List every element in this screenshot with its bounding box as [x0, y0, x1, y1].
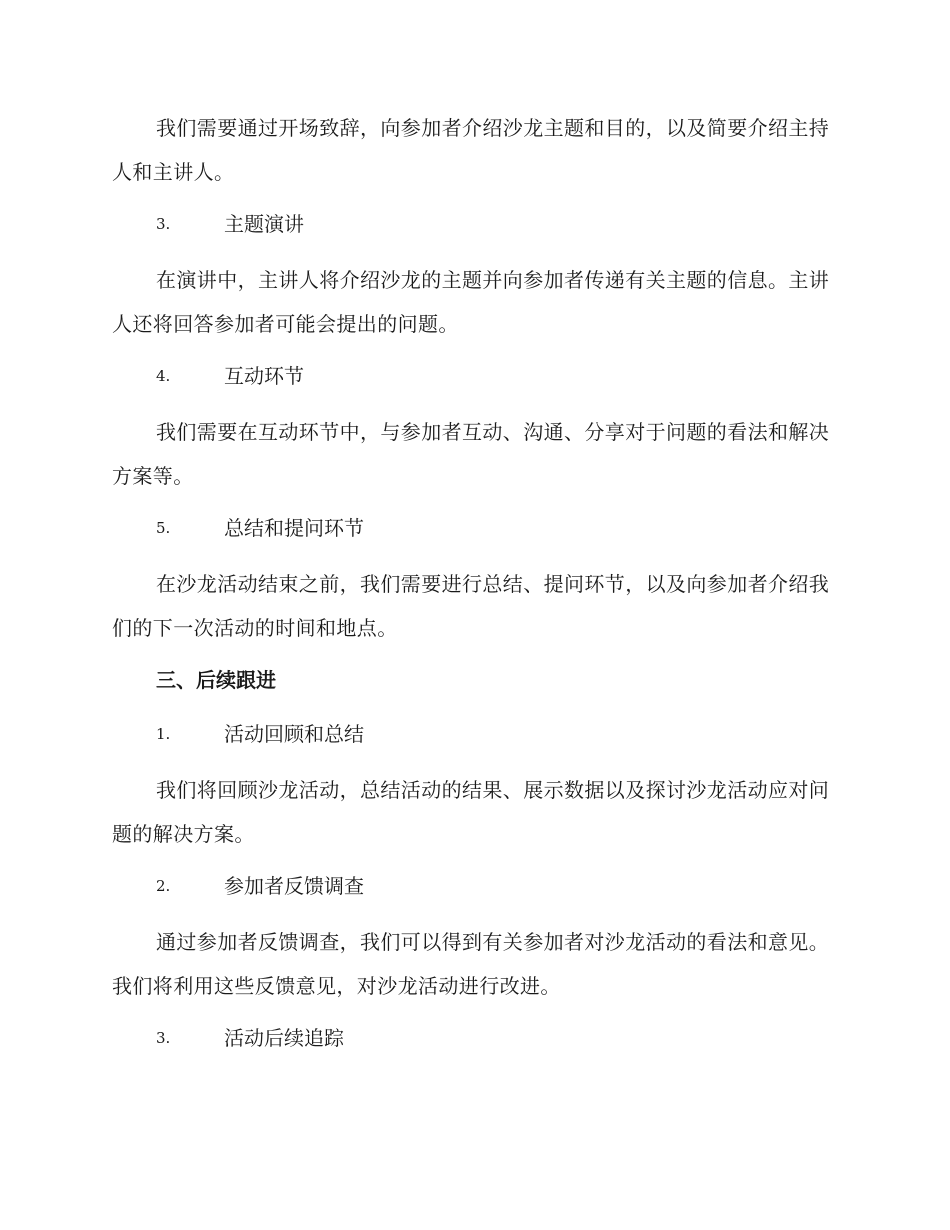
- list-label: 主题演讲: [224, 212, 304, 236]
- list-item-feedback: [156, 871, 364, 901]
- list-label: 活动后续追踪: [224, 1026, 344, 1050]
- list-number: 4.: [156, 367, 171, 385]
- list-number: 3.: [156, 1029, 171, 1047]
- list-item-keynote: [156, 209, 304, 239]
- paragraph-feedback: 通过参加者反馈调查，我们可以得到有关参加者对沙龙活动的看法和意见。我们将利用这些反馈意见，对沙龙活动进行改进。: [112, 930, 830, 998]
- paragraph-keynote: 在演讲中，主讲人将介绍沙龙的主题并向参加者传递有关主题的信息。主讲人还将回答参加者可能会提出的问题。: [112, 268, 830, 336]
- list-item-review: [156, 719, 364, 749]
- list-item-summary-qa: [156, 513, 364, 543]
- list-item-tracking: [156, 1023, 344, 1053]
- list-number: 3.: [156, 215, 171, 233]
- list-label: 互动环节: [224, 364, 304, 388]
- list-label: 活动回顾和总结: [224, 722, 364, 746]
- paragraph-opening-remarks: 我们需要通过开场致辞，向参加者介绍沙龙主题和目的，以及简要介绍主持人和主讲人。: [112, 116, 830, 184]
- section-heading-follow-up: 三、后续跟进: [156, 668, 276, 692]
- paragraph-summary-qa: 在沙龙活动结束之前，我们需要进行总结、提问环节，以及向参加者介绍我们的下一次活动的时间和地点。: [112, 572, 830, 640]
- paragraph-interaction: 我们需要在互动环节中，与参加者互动、沟通、分享对于问题的看法和解决方案等。: [112, 420, 830, 488]
- list-number: 2.: [156, 877, 171, 895]
- paragraph-review: 我们将回顾沙龙活动，总结活动的结果、展示数据以及探讨沙龙活动应对问题的解决方案。: [112, 778, 830, 846]
- list-number: 1.: [156, 725, 171, 743]
- list-number: 5.: [156, 519, 171, 537]
- list-label: 总结和提问环节: [224, 516, 364, 540]
- list-item-interaction: [156, 361, 304, 391]
- list-label: 参加者反馈调查: [224, 874, 364, 898]
